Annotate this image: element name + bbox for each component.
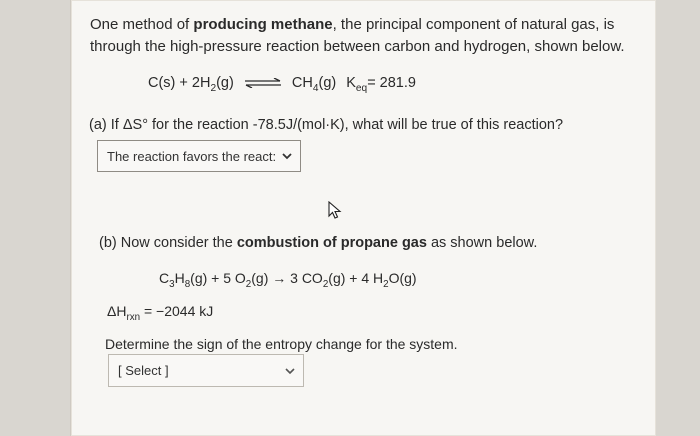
determine-prompt: Determine the sign of the entropy change for the system. xyxy=(105,336,458,352)
answer-b-select[interactable] xyxy=(108,354,304,387)
answer-a-selected-value: The reaction favors the react: xyxy=(107,148,277,164)
intro-text-2: , the principal component of natural gas, is through the high-pressure reaction between carbon and hydrogen, shown below. xyxy=(90,16,625,55)
methane-reaction-equation xyxy=(148,75,416,94)
eq2-h: H xyxy=(174,270,185,286)
ch4-subscript: 4 xyxy=(312,82,319,94)
eq2-sub-8: 8 xyxy=(184,278,191,290)
eq2-o2: (g) + 5 O xyxy=(190,270,246,286)
question-b-text-2: as shown below. xyxy=(426,235,538,251)
question-panel xyxy=(70,0,656,436)
k-value: = 281.9 xyxy=(367,75,416,91)
eq2-sub-3: 3 xyxy=(169,278,175,290)
propane-combustion-equation xyxy=(159,270,417,290)
question-b-bold: combustion of propane gas xyxy=(236,235,427,251)
answer-a-select[interactable] xyxy=(97,140,301,172)
eq2-h2o: (g) + 4 H xyxy=(328,270,384,286)
product-state: (g) xyxy=(318,75,337,91)
eq2-c: C xyxy=(159,270,170,286)
dh-subscript: rxn xyxy=(126,311,141,323)
chevron-down-icon xyxy=(283,364,297,378)
answer-b-selected-value: [ Select ] xyxy=(118,363,169,378)
k-label: K xyxy=(346,75,356,91)
chevron-down-icon xyxy=(280,149,294,163)
intro-text-1: One method of xyxy=(90,16,194,33)
dh-number: = −2044 kJ xyxy=(143,303,214,319)
dh-label: ΔH xyxy=(107,303,127,319)
eq2-sub-h2o: 2 xyxy=(383,278,389,290)
mouse-pointer-icon xyxy=(328,201,344,221)
product-text: CH xyxy=(291,75,313,91)
equilibrium-arrow-icon xyxy=(244,78,282,88)
intro-paragraph xyxy=(90,14,645,58)
question-b xyxy=(99,235,537,251)
h2-subscript: 2 xyxy=(210,82,217,94)
eq2-sub-co2: 2 xyxy=(322,278,329,290)
k-subscript: eq xyxy=(355,82,368,94)
reactant-state: (g) xyxy=(216,75,234,91)
eq2-end: O(g) xyxy=(388,270,417,286)
reactant-text: C(s) + 2H xyxy=(148,75,211,91)
enthalpy-value xyxy=(107,303,214,323)
question-a: (a) If ΔS° for the reaction -78.5J/(mol·K), what will be true of this reaction? xyxy=(89,117,564,133)
eq2-co2: (g) → 3 CO xyxy=(251,270,323,286)
eq2-sub-o2: 2 xyxy=(245,278,252,290)
intro-bold-text: producing methane xyxy=(193,16,333,33)
question-b-text-1: (b) Now consider the xyxy=(99,235,237,251)
